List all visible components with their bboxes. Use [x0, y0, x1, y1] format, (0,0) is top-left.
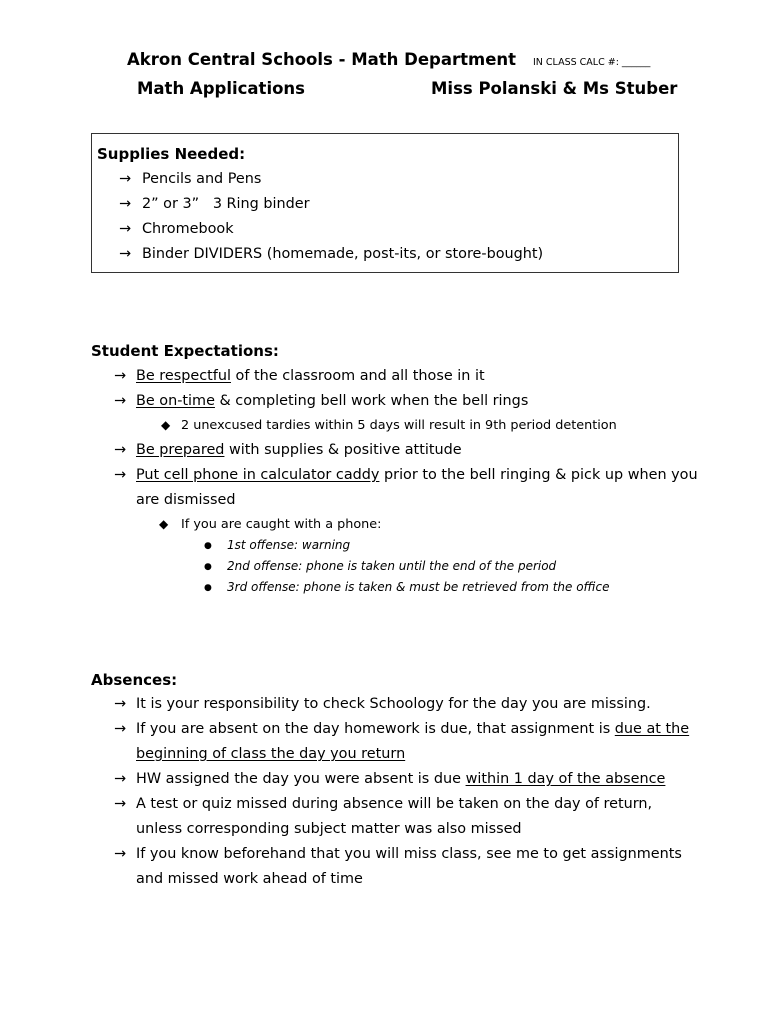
supplies-title: Supplies Needed:	[97, 145, 246, 163]
absence-text: If you are absent on the day homework is due, that assignment is	[136, 721, 615, 737]
arrow-icon: →	[114, 696, 127, 712]
arrow-icon: →	[119, 196, 132, 212]
absence-emphasis: within 1 day of the absence	[465, 771, 666, 787]
absence-continued	[136, 746, 405, 762]
expectation-text: & completing bell work when the bell rings	[214, 393, 529, 409]
arrow-icon: →	[114, 368, 127, 384]
bullet-icon: ●	[204, 541, 212, 551]
offense-item: 1st offense: warning	[227, 538, 351, 552]
expectation-item	[136, 467, 698, 483]
expectation-keyword: Be prepared	[136, 442, 225, 458]
arrow-icon: →	[119, 246, 132, 262]
absence-continued: unless corresponding subject matter was also missed	[136, 821, 522, 837]
offense-item: 3rd offense: phone is taken & must be retrieved from the office	[227, 580, 610, 594]
arrow-icon: →	[119, 221, 132, 237]
arrow-icon: →	[119, 171, 132, 187]
arrow-icon: →	[114, 393, 127, 409]
tardy-note: 2 unexcused tardies within 5 days will result in 9th period detention	[181, 418, 617, 433]
supply-item: Binder DIVIDERS (homemade, post-its, or store-bought)	[142, 246, 544, 262]
absence-item	[136, 771, 665, 787]
absence-item: If you know beforehand that you will miss class, see me to get assignments	[136, 846, 682, 862]
supply-item: Pencils and Pens	[142, 171, 262, 187]
bullet-icon: ●	[204, 583, 212, 593]
absences-title: Absences:	[91, 671, 178, 689]
absence-emphasis: due at the	[614, 721, 690, 737]
document-title: Akron Central Schools - Math Department	[127, 50, 517, 69]
absence-item: It is your responsibility to check Schoology for the day you are missing.	[136, 696, 651, 712]
supply-item: 2” or 3” 3 Ring binder	[142, 196, 310, 212]
offense-item: 2nd offense: phone is taken until the end of the period	[227, 559, 557, 573]
absence-continued: and missed work ahead of time	[136, 871, 363, 887]
absence-item	[136, 721, 689, 737]
absence-item: A test or quiz missed during absence will be taken on the day of return,	[136, 796, 653, 812]
arrow-icon: →	[114, 846, 127, 862]
expectation-keyword: Be on-time	[136, 393, 215, 409]
arrow-icon: →	[114, 721, 127, 737]
expectation-item	[136, 393, 528, 409]
absence-emphasis: beginning of class the day you return	[136, 746, 406, 762]
expectation-continued: are dismissed	[136, 492, 236, 508]
expectation-text: with supplies & positive attitude	[224, 442, 462, 458]
expectation-keyword: Be respectful	[136, 368, 231, 384]
bullet-icon: ●	[204, 562, 212, 572]
expectation-item	[136, 442, 462, 458]
expectation-text: of the classroom and all those in it	[230, 368, 485, 384]
phone-policy-note: If you are caught with a phone:	[181, 517, 382, 532]
course-name: Math Applications	[137, 79, 305, 98]
arrow-icon: →	[114, 771, 127, 787]
arrow-icon: →	[114, 796, 127, 812]
expectation-keyword: Put cell phone in calculator caddy	[136, 467, 380, 483]
arrow-icon: →	[114, 442, 127, 458]
calc-number-label: IN CLASS CALC #: ______	[533, 57, 651, 68]
diamond-icon: ◆	[159, 517, 169, 531]
expectations-title: Student Expectations:	[91, 342, 279, 360]
supply-item: Chromebook	[142, 221, 234, 237]
expectation-text: prior to the bell ringing & pick up when you	[379, 467, 698, 483]
absence-text: HW assigned the day you were absent is due	[136, 771, 466, 787]
teacher-names: Miss Polanski & Ms Stuber	[431, 79, 678, 98]
expectation-item	[136, 368, 485, 384]
arrow-icon: →	[114, 467, 127, 483]
diamond-icon: ◆	[161, 418, 171, 432]
